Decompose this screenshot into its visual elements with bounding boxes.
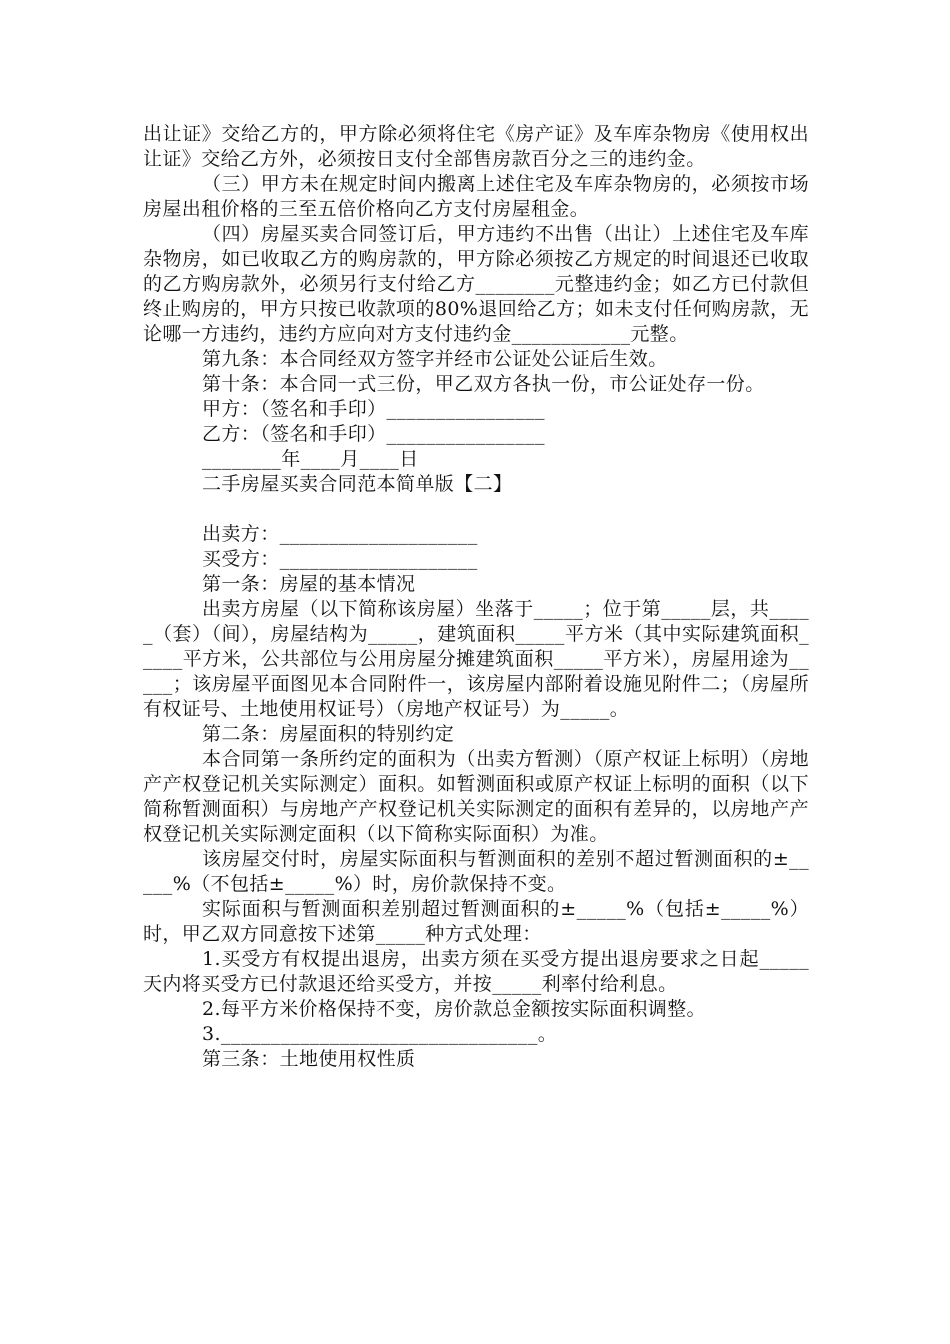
option-2-price-adjust: 2.每平方米价格保持不变，房价款总金额按实际面积调整。 [202, 998, 706, 1020]
article-1-heading: 第一条：房屋的基本情况 [202, 573, 416, 595]
date-line: ________年____月____日 [202, 448, 419, 470]
blank-line [143, 497, 809, 522]
paragraph-article-10: 第十条：本合同一式三份，甲乙双方各执一份，市公证处存一份。 [202, 373, 765, 395]
signature-line-party-b: 乙方：（签名和手印）________________ [202, 423, 545, 445]
section-title-contract-2: 二手房屋买卖合同范本简单版【二】 [202, 473, 513, 495]
paragraph-area-agreement: 本合同第一条所约定的面积为（出卖方暂测）（原产权证上标明）（房地产产权登记机关实际测定）面积。如暂测面积或原产权证上标明的面积（以下简称暂测面积）与房地产产权登记机关实际测定的面积有差异的，以房地产产权登记机关实际测定面积（以下简称实际面积）为准。 [143, 748, 809, 845]
article-2-heading: 第二条：房屋面积的特别约定 [202, 723, 455, 745]
paragraph-area-difference-large: 实际面积与暂测面积差别超过暂测面积的±_____%（包括±_____%）时，甲乙双方同意按下述第_____种方式处理： [143, 898, 809, 945]
seller-line: 出卖方：____________________ [202, 523, 478, 545]
paragraph-clause-3-move-out: （三）甲方未在规定时间内搬离上述住宅及车库杂物房的，必须按市场房屋出租价格的三至五倍价格向乙方支付房屋租金。 [143, 173, 809, 220]
paragraph-clause-4-breach: （四）房屋买卖合同签订后，甲方违约不出售（出让）上述住宅及车库杂物房，如已收取乙方的购房款的，甲方除必须按乙方规定的时间退还已收取的乙方购房款外，必须另行支付给乙方________元整违约金；如乙方已付款但终止购房的，甲方只按已收款项的80%退回给乙方；如未支付任何购房款，无论哪一方违约，违约方应向对方支付违约金____________元整。 [143, 223, 809, 345]
paragraph-article-9: 第九条：本合同经双方签字并经市公证处公证后生效。 [202, 348, 668, 370]
article-3-heading: 第三条：土地使用权性质 [202, 1048, 416, 1070]
option-1-refund: 1.买受方有权提出退房，出卖方须在买受方提出退房要求之日起_____天内将买受方已付款退还给买受方，并按_____利率付给利息。 [143, 948, 809, 995]
signature-line-party-a: 甲方：（签名和手印）________________ [202, 398, 545, 420]
paragraph-penalty-certificate: 出让证》交给乙方的，甲方除必须将住宅《房产证》及车库杂物房《使用权出让证》交给乙方外，必须按日支付全部售房款百分之三的违约金。 [143, 123, 809, 170]
option-3-blank: 3.________________________________。 [202, 1023, 558, 1045]
paragraph-area-difference-small: 该房屋交付时，房屋实际面积与暂测面积的差别不超过暂测面积的±_____%（不包括±_____%）时，房价款保持不变。 [143, 848, 809, 895]
buyer-line: 买受方：____________________ [202, 548, 478, 570]
document-page [143, 122, 809, 1072]
paragraph-house-basic-info: 出卖方房屋（以下简称该房屋）坐落于_____；位于第_____层，共_____（套）（间），房屋结构为_____，建筑面积_____平方米（其中实际建筑面积_____平方米，公共部位与公用房屋分摊建筑面积_____平方米），房屋用途为_____；该房屋平面图见本合同附件一，该房屋内部附着设施见附件二；（房屋所有权证号、土地使用权证号）（房地产权证号）为_____。 [143, 598, 809, 720]
